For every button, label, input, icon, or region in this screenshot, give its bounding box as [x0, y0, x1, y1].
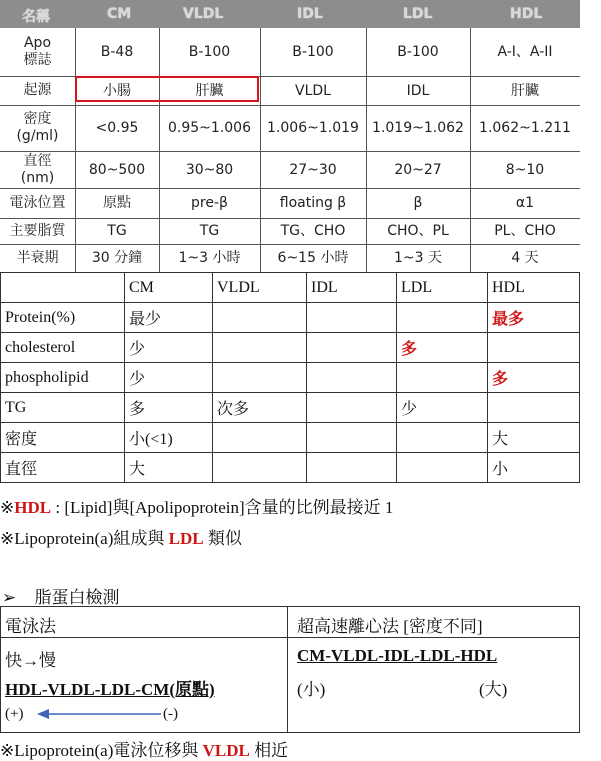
large-density-label: (大): [479, 680, 508, 699]
row-label: cholesterol: [1, 333, 125, 363]
table-cell: floating β: [279, 195, 347, 211]
table-cell: 原點: [103, 195, 131, 211]
table-cell: [213, 333, 307, 363]
anode-label: (+): [5, 706, 24, 722]
table-cell: [213, 303, 307, 333]
table-cell: [397, 303, 488, 333]
table-cell: TG: [199, 223, 220, 239]
table-row: [1, 423, 580, 453]
row-label: 密度: [1, 423, 125, 453]
table-row: [1, 303, 580, 333]
table-cell: 小(<1): [125, 423, 213, 453]
table-cell: 最多: [488, 303, 580, 333]
highlight-box: [75, 76, 259, 102]
row-label: 主要脂質: [9, 222, 66, 239]
table-row: [1, 393, 580, 423]
section-heading: [2, 583, 120, 608]
row-label: 電泳位置: [9, 194, 66, 211]
ultracentrifuge-order: CM-VLDL-IDL-LDL-HDL: [297, 646, 498, 665]
electrophoresis-order: HDL-VLDL-LDL-CM(原點): [5, 680, 215, 699]
table-cell: 20~27: [394, 161, 442, 178]
table-cell: [397, 453, 488, 483]
table-cell: 大: [125, 453, 213, 483]
table-cell: 6~15 小時: [277, 250, 349, 266]
table-cell: 大: [488, 423, 580, 453]
table-header-row: [0, 0, 580, 28]
column-header: VLDL: [213, 273, 307, 303]
table-cell: PL、CHO: [494, 223, 556, 239]
table-cell: α1: [515, 195, 535, 211]
table-cell: 80~500: [88, 161, 146, 178]
detection-method-table: [0, 606, 580, 733]
left-arrow-icon: [37, 707, 161, 721]
table-cell: 少: [125, 363, 213, 393]
table-cell: [397, 423, 488, 453]
row-label: Apo 標誌: [23, 35, 52, 68]
table-cell: [488, 393, 580, 423]
table-cell: β: [413, 195, 423, 211]
table-cell: IDL: [406, 82, 430, 99]
table-cell: 1~3 小時: [178, 250, 241, 266]
table-cell: 肝臟: [195, 82, 224, 99]
row-label: 直徑 (nm): [20, 152, 55, 186]
header-cm: CM: [107, 6, 132, 22]
column-header: LDL: [397, 273, 488, 303]
section-title: 脂蛋白檢測: [34, 588, 120, 607]
header-ldl: LDL: [403, 6, 433, 22]
ultracentrifuge-header: 超高速離心法 [密度不同]: [297, 617, 483, 636]
table-cell: 0.95~1.006: [168, 120, 251, 136]
table-row: [1, 363, 580, 393]
column-header: CM: [125, 273, 213, 303]
table-cell: TG、CHO: [280, 223, 346, 239]
header-name: 名稱: [22, 9, 50, 25]
table-cell: [307, 333, 397, 363]
table-cell: 肝臟: [511, 82, 539, 99]
table-cell: A-I、A-II: [497, 44, 553, 60]
table-cell: [213, 423, 307, 453]
composition-table: [0, 272, 580, 483]
table-cell: B-100: [188, 44, 231, 60]
note-lpa-electrophoresis: ※Lipoprotein(a)電泳位移與 VLDL 相近: [0, 741, 289, 760]
table-row: [1, 453, 580, 483]
table-cell: <0.95: [95, 120, 139, 136]
lipoprotein-property-table: [0, 0, 580, 272]
small-density-label: (小): [297, 680, 326, 699]
header-idl: IDL: [297, 6, 323, 22]
column-header: [1, 273, 125, 303]
table-cell: 少: [397, 393, 488, 423]
table-cell: TG: [107, 223, 127, 239]
table-cell: 多: [397, 333, 488, 363]
table-cell: 4 天: [511, 250, 539, 266]
table-cell: CHO、PL: [387, 223, 449, 239]
row-label: 密度 (g/ml): [16, 111, 59, 144]
table-cell: B-100: [292, 44, 334, 60]
note-lpa-composition: ※Lipoprotein(a)組成與 LDL 類似: [0, 529, 242, 548]
table-cell: 27~30: [289, 161, 337, 178]
table-cell: VLDL: [295, 82, 331, 99]
table-cell: 多: [488, 363, 580, 393]
table-cell: [488, 333, 580, 363]
row-label: 起源: [23, 82, 52, 98]
table-cell: 最少: [125, 303, 213, 333]
row-label: 直徑: [1, 453, 125, 483]
row-label: phospholipid: [1, 363, 125, 393]
cathode-label: (-): [163, 706, 178, 722]
table-cell: 8~10: [505, 161, 545, 178]
table-cell: 小腸: [103, 82, 131, 99]
table-cell: 次多: [213, 393, 307, 423]
table-cell: [307, 303, 397, 333]
table-cell: [213, 363, 307, 393]
electrophoresis-header: 電泳法: [5, 617, 56, 636]
table-cell: [307, 453, 397, 483]
header-vldl: VLDL: [183, 6, 224, 22]
table-header-row: [1, 273, 580, 303]
table-cell: B-48: [100, 44, 134, 60]
table-cell: 30~80: [185, 161, 234, 178]
table-cell: [213, 453, 307, 483]
row-label: 半衰期: [16, 249, 59, 266]
table-cell: [307, 423, 397, 453]
table-cell: pre-β: [191, 195, 228, 211]
table-cell: 少: [125, 333, 213, 363]
table-cell: 1~3 天: [394, 250, 442, 266]
table-cell: 1.019~1.062: [372, 120, 464, 136]
table-cell: B-100: [397, 44, 439, 60]
header-hdl: HDL: [510, 6, 543, 22]
table-cell: 30 分鐘: [91, 250, 143, 266]
row-label: TG: [1, 393, 125, 423]
fast-to-slow-label: 快→慢: [5, 651, 56, 670]
table-cell: [397, 363, 488, 393]
table-row: [1, 333, 580, 363]
table-cell: 多: [125, 393, 213, 423]
table-cell: [307, 393, 397, 423]
arrow-bullet-icon: ➢: [2, 588, 17, 607]
row-label: Protein(%): [1, 303, 125, 333]
table-cell: 小: [488, 453, 580, 483]
table-cell: [307, 363, 397, 393]
column-header: IDL: [307, 273, 397, 303]
table-cell: 1.006~1.019: [267, 120, 359, 136]
table-cell: 1.062~1.211: [479, 120, 571, 136]
column-header: HDL: [488, 273, 580, 303]
note-hdl: ※HDL : [Lipid]與[Apolipoprotein]含量的比例最接近 1: [0, 498, 394, 517]
